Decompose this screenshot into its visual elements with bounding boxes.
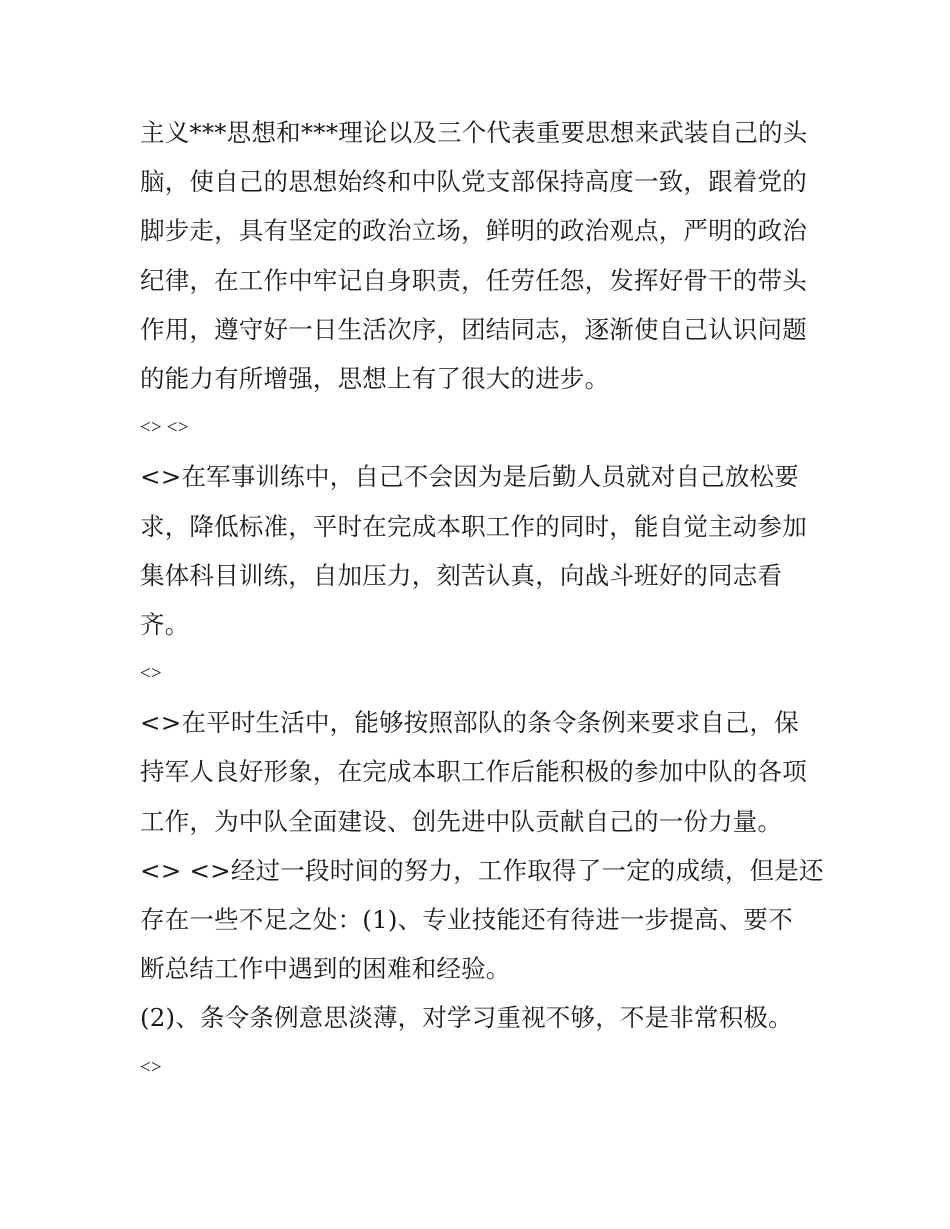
text-line: 持军人良好形象，在完成本职工作后能积极的参加中队的各项 [140,757,807,787]
body-text [140,108,824,1092]
text-line: 求，降低标准，平时在完成本职工作的同时，能自觉主动参加 [140,511,807,541]
text-line: (2)、条令条例意思淡薄，对学习重视不够，不是非常积极。 [140,1003,793,1033]
text-line: 集体科目训练，自加压力，刻苦认真，向战斗班好的同志看 [140,560,783,590]
text-line: 纪律，在工作中牢记自身职责，任劳任怨，发挥好骨干的带头 [140,265,807,295]
text-line: <>在军事训练中，自己不会因为是后勤人员就对自己放松要 [140,462,799,492]
placeholder-marker-line: <> [140,1056,162,1078]
text-line: <> <>经过一段时间的努力，工作取得了一定的成绩，但是还 [140,855,824,885]
text-line: 脚步走，具有坚定的政治立场，鲜明的政治观点，严明的政治 [140,216,807,246]
text-line: 存在一些不足之处：(1)、专业技能还有待进一步提高、要不 [140,905,793,934]
text-line: 工作，为中队全面建设、创先进中队贡献自己的一份力量。 [140,806,783,836]
text-line: 的能力有所增强，思想上有了很大的进步。 [140,363,610,393]
text-line: 主义***思想和***理论以及三个代表重要思想来武装自己的头 [140,118,808,147]
text-line: 脑，使自己的思想始终和中队党支部保持高度一致，跟着党的 [140,167,807,197]
text-line: <>在平时生活中，能够按照部队的条令条例来要求自己，保 [140,708,799,738]
placeholder-marker-line: <> [140,663,162,685]
text-line: 齐。 [140,609,190,639]
text-line: 断总结工作中遇到的困难和经验。 [140,954,511,984]
placeholder-marker-line: <> <> [140,417,189,439]
text-line: 作用，遵守好一日生活次序，团结同志，逐渐使自己认识问题 [140,314,807,344]
